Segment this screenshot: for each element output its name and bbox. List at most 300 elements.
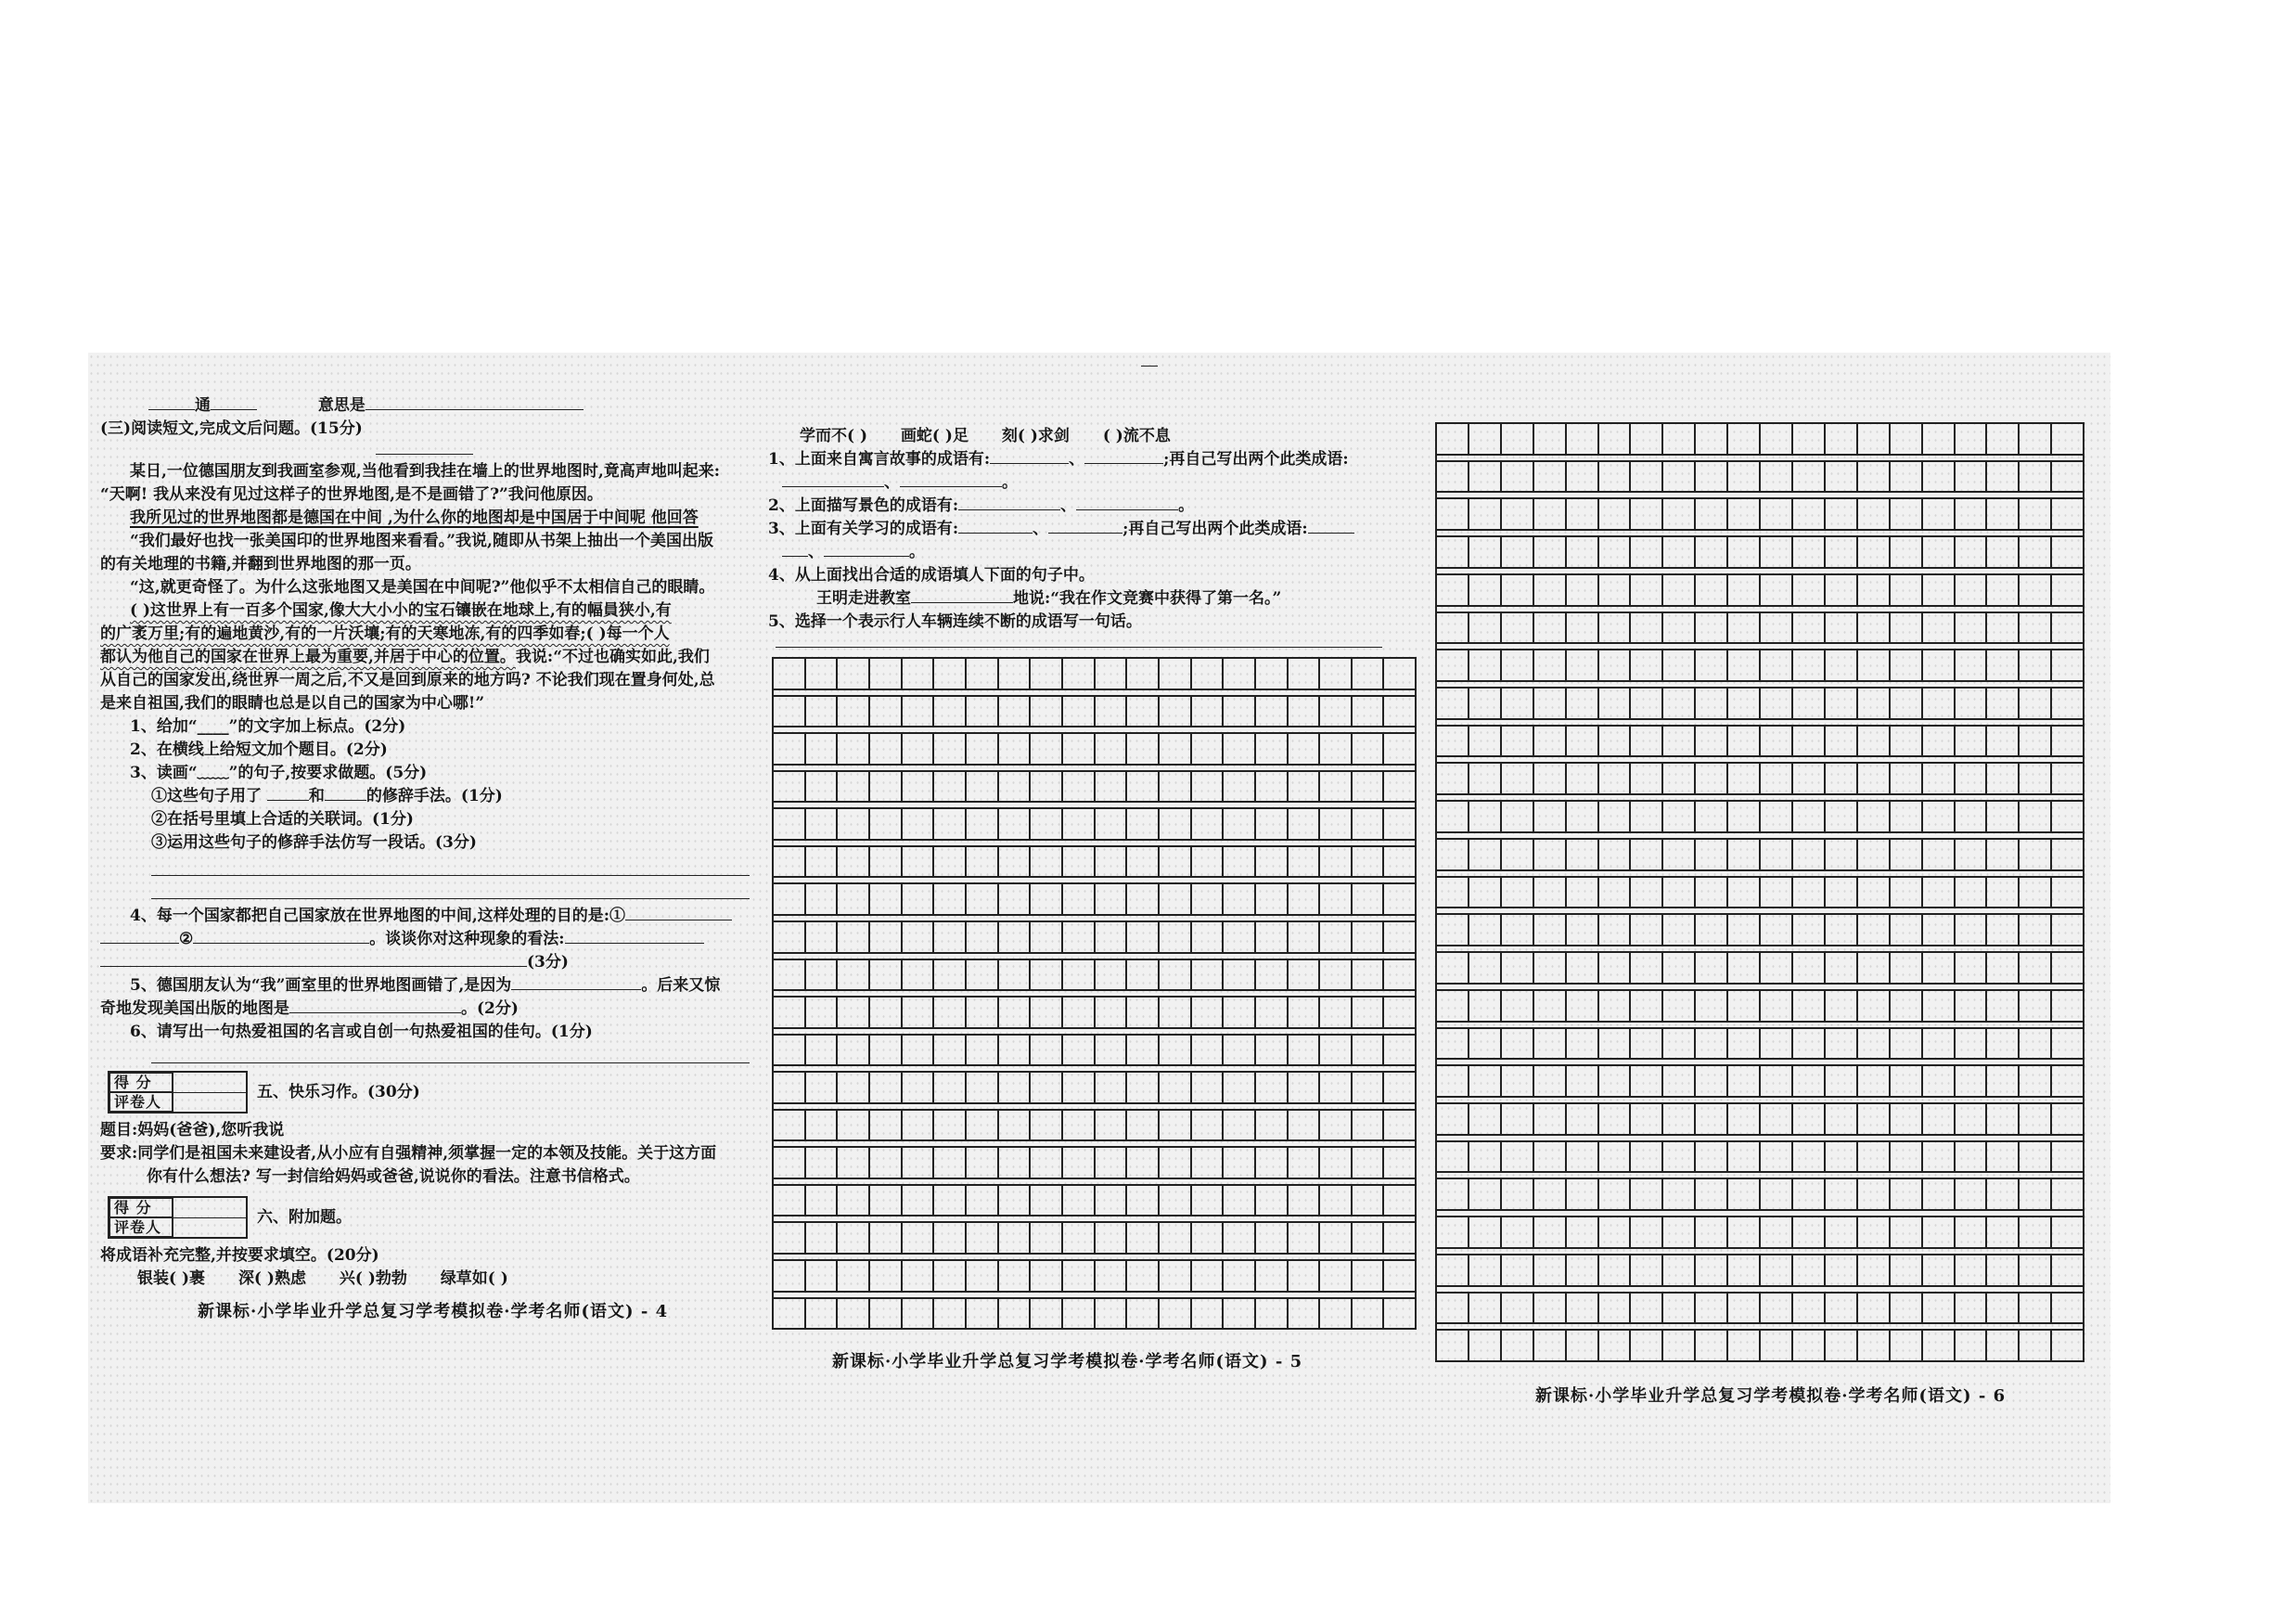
grid-cell[interactable]: [1318, 1111, 1351, 1140]
grid-cell[interactable]: [1985, 1104, 2018, 1134]
grid-cell[interactable]: [1029, 998, 1061, 1027]
grid-cell[interactable]: [1500, 1179, 1533, 1209]
grid-cell[interactable]: [1287, 1223, 1319, 1253]
grid-cell[interactable]: [2050, 689, 2083, 718]
grid-cell[interactable]: [1254, 772, 1287, 802]
grid-cell[interactable]: [1694, 424, 1726, 454]
grid-cell[interactable]: [1500, 689, 1533, 718]
grid-cell[interactable]: [1190, 697, 1223, 727]
grid-cell[interactable]: [1629, 1255, 1661, 1285]
grid-cell[interactable]: [1985, 802, 2018, 831]
grid-cell[interactable]: [1661, 1029, 1694, 1059]
grid-cell[interactable]: [965, 1223, 997, 1253]
grid-cell[interactable]: [1694, 1104, 1726, 1134]
grid-cell[interactable]: [2050, 840, 2083, 869]
grid-cell[interactable]: [2018, 1104, 2050, 1134]
grid-cell[interactable]: [1985, 424, 2018, 454]
grid-cell[interactable]: [965, 1036, 997, 1065]
grid-cell[interactable]: [1921, 1029, 1954, 1059]
grid-cell[interactable]: [1382, 1036, 1415, 1065]
grid-cell[interactable]: [1158, 659, 1190, 689]
grid-cell[interactable]: [1629, 727, 1661, 756]
grid-cell[interactable]: [1468, 1331, 1500, 1360]
grid-cell[interactable]: [1222, 1148, 1254, 1178]
grid-cell[interactable]: [1759, 1066, 1791, 1096]
grid-cell[interactable]: [1437, 1331, 1468, 1360]
grid-cell[interactable]: [836, 1299, 868, 1329]
grid-cell[interactable]: [1500, 499, 1533, 529]
grid-cell[interactable]: [1382, 772, 1415, 802]
grid-cell[interactable]: [2018, 1255, 2050, 1285]
grid-cell[interactable]: [1856, 1255, 1889, 1285]
grid-cell[interactable]: [1985, 840, 2018, 869]
grid-cell[interactable]: [836, 1186, 868, 1216]
grid-cell[interactable]: [1437, 727, 1468, 756]
grid-cell[interactable]: [2018, 537, 2050, 567]
grid-cell[interactable]: [1856, 1066, 1889, 1096]
grid-cell[interactable]: [774, 922, 804, 952]
grid-cell[interactable]: [1500, 462, 1533, 492]
grid-cell[interactable]: [836, 960, 868, 990]
grid-cell[interactable]: [836, 1223, 868, 1253]
grid-cell[interactable]: [1287, 884, 1319, 914]
grid-cell[interactable]: [1125, 1036, 1158, 1065]
grid-cell[interactable]: [1597, 802, 1630, 831]
grid-cell[interactable]: [804, 1186, 837, 1216]
grid-cell[interactable]: [1500, 1331, 1533, 1360]
grid-cell[interactable]: [1533, 1217, 1565, 1247]
grid-cell[interactable]: [1889, 878, 1921, 908]
grid-cell[interactable]: [932, 847, 965, 877]
grid-cell[interactable]: [932, 1223, 965, 1253]
grid-cell[interactable]: [1921, 1179, 1954, 1209]
grid-cell[interactable]: [1437, 1066, 1468, 1096]
grid-cell[interactable]: [1254, 922, 1287, 952]
grid-cell[interactable]: [997, 1111, 1030, 1140]
grid-cell[interactable]: [1629, 1104, 1661, 1134]
grid-cell[interactable]: [1565, 650, 1597, 680]
grid-cell[interactable]: [1954, 575, 1986, 605]
grid-cell[interactable]: [1094, 1148, 1126, 1178]
grid-cell[interactable]: [1029, 1299, 1061, 1329]
grid-cell[interactable]: [1565, 499, 1597, 529]
grid-cell[interactable]: [1565, 1029, 1597, 1059]
grid-cell[interactable]: [1791, 915, 1824, 945]
grid-cell[interactable]: [868, 1148, 901, 1178]
grid-cell[interactable]: [1500, 915, 1533, 945]
grid-cell[interactable]: [1985, 1179, 2018, 1209]
grid-cell[interactable]: [1061, 697, 1094, 727]
grid-cell[interactable]: [1125, 847, 1158, 877]
grid-cell[interactable]: [836, 1073, 868, 1102]
grid-cell[interactable]: [1125, 809, 1158, 839]
grid-cell[interactable]: [965, 998, 997, 1027]
grid-cell[interactable]: [1125, 998, 1158, 1027]
grid-cell[interactable]: [774, 697, 804, 727]
grid-cell[interactable]: [1382, 1299, 1415, 1329]
grid-cell[interactable]: [1726, 1142, 1759, 1172]
grid-cell[interactable]: [1533, 1179, 1565, 1209]
grid-cell[interactable]: [1351, 697, 1383, 727]
grid-cell[interactable]: [1061, 960, 1094, 990]
grid-cell[interactable]: [1726, 953, 1759, 983]
grid-cell[interactable]: [901, 809, 933, 839]
grid-cell[interactable]: [1382, 659, 1415, 689]
grid-cell[interactable]: [2050, 1066, 2083, 1096]
grid-cell[interactable]: [1759, 1217, 1791, 1247]
grid-cell[interactable]: [1565, 537, 1597, 567]
grid-cell[interactable]: [1094, 734, 1126, 764]
grid-cell[interactable]: [1533, 613, 1565, 643]
grid-cell[interactable]: [1287, 922, 1319, 952]
grid-cell[interactable]: [1029, 960, 1061, 990]
grid-cell[interactable]: [1437, 1294, 1468, 1323]
grid-cell[interactable]: [774, 659, 804, 689]
grid-cell[interactable]: [1856, 462, 1889, 492]
grid-cell[interactable]: [1889, 802, 1921, 831]
grid-cell[interactable]: [1694, 650, 1726, 680]
grid-cell[interactable]: [1190, 1073, 1223, 1102]
grid-cell[interactable]: [1726, 1029, 1759, 1059]
grid-cell[interactable]: [804, 1036, 837, 1065]
grid-cell[interactable]: [1029, 1261, 1061, 1291]
grid-cell[interactable]: [901, 1036, 933, 1065]
grid-cell[interactable]: [1954, 1179, 1986, 1209]
grid-cell[interactable]: [1468, 764, 1500, 793]
grid-cell[interactable]: [804, 960, 837, 990]
grid-cell[interactable]: [1759, 1255, 1791, 1285]
grid-cell[interactable]: [2050, 650, 2083, 680]
grid-cell[interactable]: [1661, 613, 1694, 643]
grid-cell[interactable]: [1661, 1331, 1694, 1360]
grid-cell[interactable]: [1954, 1294, 1986, 1323]
grid-cell[interactable]: [965, 1111, 997, 1140]
grid-cell[interactable]: [1437, 689, 1468, 718]
grid-cell[interactable]: [1824, 1104, 1856, 1134]
grid-cell[interactable]: [1254, 1036, 1287, 1065]
grid-cell[interactable]: [1533, 650, 1565, 680]
grid-cell[interactable]: [2050, 575, 2083, 605]
grid-cell[interactable]: [1533, 1066, 1565, 1096]
grid-cell[interactable]: [1985, 727, 2018, 756]
grid-cell[interactable]: [1158, 1111, 1190, 1140]
grid-cell[interactable]: [1824, 613, 1856, 643]
grid-cell[interactable]: [1158, 1299, 1190, 1329]
grid-cell[interactable]: [997, 1261, 1030, 1291]
grid-cell[interactable]: [1029, 772, 1061, 802]
grid-cell[interactable]: [1437, 1255, 1468, 1285]
grid-cell[interactable]: [1094, 1223, 1126, 1253]
grid-cell[interactable]: [2018, 1066, 2050, 1096]
grid-cell[interactable]: [965, 1148, 997, 1178]
grid-cell[interactable]: [1125, 922, 1158, 952]
grid-cell[interactable]: [1382, 1073, 1415, 1102]
grid-cell[interactable]: [1382, 998, 1415, 1027]
grid-cell[interactable]: [1597, 1255, 1630, 1285]
grid-cell[interactable]: [1856, 764, 1889, 793]
grid-cell[interactable]: [1437, 424, 1468, 454]
grid-cell[interactable]: [1190, 847, 1223, 877]
grid-cell[interactable]: [1954, 764, 1986, 793]
grid-cell[interactable]: [1791, 1331, 1824, 1360]
grid-cell[interactable]: [1061, 1111, 1094, 1140]
grid-cell[interactable]: [932, 697, 965, 727]
grid-cell[interactable]: [1921, 727, 1954, 756]
grid-cell[interactable]: [1759, 575, 1791, 605]
grid-cell[interactable]: [2018, 1029, 2050, 1059]
grid-cell[interactable]: [1661, 727, 1694, 756]
grid-cell[interactable]: [1889, 575, 1921, 605]
grid-cell[interactable]: [774, 1111, 804, 1140]
grid-cell[interactable]: [1158, 998, 1190, 1027]
grid-cell[interactable]: [1318, 960, 1351, 990]
grid-cell[interactable]: [1318, 1223, 1351, 1253]
grid-cell[interactable]: [2018, 1179, 2050, 1209]
grid-cell[interactable]: [1254, 734, 1287, 764]
grid-cell[interactable]: [1254, 1111, 1287, 1140]
grid-cell[interactable]: [1158, 884, 1190, 914]
grid-cell[interactable]: [1661, 462, 1694, 492]
grid-cell[interactable]: [1287, 998, 1319, 1027]
grid-cell[interactable]: [1254, 697, 1287, 727]
answer-line[interactable]: [151, 898, 750, 899]
grid-cell[interactable]: [1468, 1294, 1500, 1323]
grid-cell[interactable]: [1954, 953, 1986, 983]
grid-cell[interactable]: [868, 697, 901, 727]
grid-cell[interactable]: [1661, 424, 1694, 454]
grid-cell[interactable]: [2050, 462, 2083, 492]
grid-cell[interactable]: [1287, 960, 1319, 990]
grid-cell[interactable]: [1094, 884, 1126, 914]
grid-cell[interactable]: [1597, 613, 1630, 643]
grid-cell[interactable]: [1190, 1148, 1223, 1178]
grid-cell[interactable]: [901, 734, 933, 764]
grid-cell[interactable]: [1629, 1029, 1661, 1059]
grid-cell[interactable]: [804, 809, 837, 839]
grid-cell[interactable]: [1351, 884, 1383, 914]
grid-cell[interactable]: [1954, 499, 1986, 529]
grid-cell[interactable]: [1351, 1186, 1383, 1216]
grid-cell[interactable]: [1791, 727, 1824, 756]
grid-cell[interactable]: [1565, 462, 1597, 492]
grid-cell[interactable]: [1565, 727, 1597, 756]
grid-cell[interactable]: [1061, 734, 1094, 764]
grid-cell[interactable]: [1824, 1029, 1856, 1059]
grid-cell[interactable]: [1468, 953, 1500, 983]
grid-cell[interactable]: [1791, 802, 1824, 831]
grid-cell[interactable]: [1351, 847, 1383, 877]
grid-cell[interactable]: [804, 659, 837, 689]
grid-cell[interactable]: [997, 922, 1030, 952]
grid-cell[interactable]: [1856, 499, 1889, 529]
grid-cell[interactable]: [1954, 1255, 1986, 1285]
grid-cell[interactable]: [1824, 1142, 1856, 1172]
grid-cell[interactable]: [1500, 650, 1533, 680]
grid-cell[interactable]: [1985, 1255, 2018, 1285]
grid-cell[interactable]: [997, 697, 1030, 727]
grid-cell[interactable]: [1533, 840, 1565, 869]
grid-cell[interactable]: [1287, 847, 1319, 877]
grid-cell[interactable]: [1954, 1217, 1986, 1247]
grid-cell[interactable]: [1921, 1294, 1954, 1323]
grid-cell[interactable]: [1597, 1217, 1630, 1247]
grid-cell[interactable]: [1287, 734, 1319, 764]
grid-cell[interactable]: [774, 1186, 804, 1216]
grid-cell[interactable]: [1061, 884, 1094, 914]
grid-cell[interactable]: [1222, 734, 1254, 764]
grid-cell[interactable]: [1382, 922, 1415, 952]
grid-cell[interactable]: [774, 1223, 804, 1253]
grid-cell[interactable]: [1061, 772, 1094, 802]
grid-cell[interactable]: [1597, 915, 1630, 945]
grid-cell[interactable]: [1791, 613, 1824, 643]
grid-cell[interactable]: [1694, 878, 1726, 908]
grid-cell[interactable]: [1694, 764, 1726, 793]
grid-cell[interactable]: [1629, 878, 1661, 908]
grid-cell[interactable]: [1985, 1029, 2018, 1059]
grid-cell[interactable]: [1726, 991, 1759, 1021]
grid-cell[interactable]: [1759, 727, 1791, 756]
grid-cell[interactable]: [997, 1186, 1030, 1216]
grid-cell[interactable]: [1694, 915, 1726, 945]
grid-cell[interactable]: [1190, 1186, 1223, 1216]
grid-cell[interactable]: [1158, 1036, 1190, 1065]
grid-cell[interactable]: [1889, 537, 1921, 567]
grid-cell[interactable]: [1726, 1179, 1759, 1209]
grid-cell[interactable]: [1921, 953, 1954, 983]
grid-cell[interactable]: [836, 1261, 868, 1291]
grid-cell[interactable]: [1094, 1261, 1126, 1291]
grid-cell[interactable]: [1824, 424, 1856, 454]
grid-cell[interactable]: [774, 884, 804, 914]
grid-cell[interactable]: [1351, 1148, 1383, 1178]
grid-cell[interactable]: [1954, 1066, 1986, 1096]
grid-cell[interactable]: [1029, 809, 1061, 839]
grid-cell[interactable]: [1094, 772, 1126, 802]
grid-cell[interactable]: [1125, 734, 1158, 764]
grid-cell[interactable]: [1254, 1148, 1287, 1178]
grid-cell[interactable]: [965, 1186, 997, 1216]
grid-cell[interactable]: [1889, 424, 1921, 454]
grid-cell[interactable]: [1629, 915, 1661, 945]
grid-cell[interactable]: [1254, 809, 1287, 839]
grid-cell[interactable]: [1500, 764, 1533, 793]
grid-cell[interactable]: [1921, 878, 1954, 908]
grid-cell[interactable]: [1318, 998, 1351, 1027]
grid-cell[interactable]: [1629, 764, 1661, 793]
grid-cell[interactable]: [1921, 840, 1954, 869]
grid-cell[interactable]: [1661, 1066, 1694, 1096]
grid-cell[interactable]: [1921, 1331, 1954, 1360]
grid-cell[interactable]: [1500, 1255, 1533, 1285]
grid-cell[interactable]: [804, 922, 837, 952]
grid-cell[interactable]: [1726, 1331, 1759, 1360]
grid-cell[interactable]: [1694, 1255, 1726, 1285]
grid-cell[interactable]: [1597, 462, 1630, 492]
grid-cell[interactable]: [1565, 878, 1597, 908]
grid-cell[interactable]: [901, 1299, 933, 1329]
grid-cell[interactable]: [1889, 650, 1921, 680]
grid-cell[interactable]: [2018, 1331, 2050, 1360]
grid-cell[interactable]: [1468, 650, 1500, 680]
grid-cell[interactable]: [1726, 764, 1759, 793]
grid-cell[interactable]: [1726, 499, 1759, 529]
grid-cell[interactable]: [932, 960, 965, 990]
grid-cell[interactable]: [1500, 840, 1533, 869]
grid-cell[interactable]: [1954, 1142, 1986, 1172]
grid-cell[interactable]: [932, 998, 965, 1027]
grid-cell[interactable]: [1382, 847, 1415, 877]
grid-cell[interactable]: [804, 1299, 837, 1329]
grid-cell[interactable]: [1726, 915, 1759, 945]
grid-cell[interactable]: [1468, 462, 1500, 492]
grid-cell[interactable]: [1726, 462, 1759, 492]
title-blank[interactable]: [376, 454, 473, 455]
grid-cell[interactable]: [997, 998, 1030, 1027]
grid-cell[interactable]: [1437, 991, 1468, 1021]
grid-cell[interactable]: [1889, 727, 1921, 756]
grid-cell[interactable]: [1954, 840, 1986, 869]
grid-cell[interactable]: [1351, 1073, 1383, 1102]
grid-cell[interactable]: [1921, 1217, 1954, 1247]
grid-cell[interactable]: [2050, 1029, 2083, 1059]
grid-cell[interactable]: [1061, 1223, 1094, 1253]
grid-cell[interactable]: [1565, 953, 1597, 983]
grid-cell[interactable]: [1565, 1142, 1597, 1172]
grid-cell[interactable]: [2050, 499, 2083, 529]
grid-cell[interactable]: [1921, 424, 1954, 454]
grid-cell[interactable]: [1726, 1294, 1759, 1323]
grid-cell[interactable]: [1500, 1142, 1533, 1172]
grid-cell[interactable]: [1318, 847, 1351, 877]
grid-cell[interactable]: [1889, 1331, 1921, 1360]
grid-cell[interactable]: [868, 1261, 901, 1291]
grid-cell[interactable]: [1629, 1294, 1661, 1323]
grid-cell[interactable]: [901, 960, 933, 990]
grid-cell[interactable]: [2018, 1294, 2050, 1323]
grid-cell[interactable]: [2050, 613, 2083, 643]
grid-cell[interactable]: [1597, 499, 1630, 529]
grid-cell[interactable]: [1222, 1036, 1254, 1065]
grid-cell[interactable]: [1158, 1223, 1190, 1253]
grid-cell[interactable]: [1694, 727, 1726, 756]
grid-cell[interactable]: [1351, 922, 1383, 952]
grid-cell[interactable]: [2050, 1104, 2083, 1134]
grid-cell[interactable]: [774, 772, 804, 802]
grid-cell[interactable]: [836, 847, 868, 877]
grid-cell[interactable]: [1468, 1179, 1500, 1209]
grid-cell[interactable]: [1791, 840, 1824, 869]
grid-cell[interactable]: [1726, 1217, 1759, 1247]
grid-cell[interactable]: [1500, 727, 1533, 756]
grid-cell[interactable]: [901, 847, 933, 877]
grid-cell[interactable]: [1468, 613, 1500, 643]
grid-cell[interactable]: [1985, 613, 2018, 643]
grid-cell[interactable]: [1791, 462, 1824, 492]
grid-cell[interactable]: [1661, 915, 1694, 945]
grid-cell[interactable]: [1759, 1294, 1791, 1323]
grid-cell[interactable]: [1824, 462, 1856, 492]
grid-cell[interactable]: [1824, 878, 1856, 908]
grid-cell[interactable]: [1889, 764, 1921, 793]
grid-cell[interactable]: [1437, 613, 1468, 643]
grid-cell[interactable]: [868, 1223, 901, 1253]
grid-cell[interactable]: [1533, 1142, 1565, 1172]
grid-cell[interactable]: [1856, 650, 1889, 680]
grid-cell[interactable]: [836, 772, 868, 802]
grid-cell[interactable]: [1597, 953, 1630, 983]
grid-cell[interactable]: [1856, 878, 1889, 908]
